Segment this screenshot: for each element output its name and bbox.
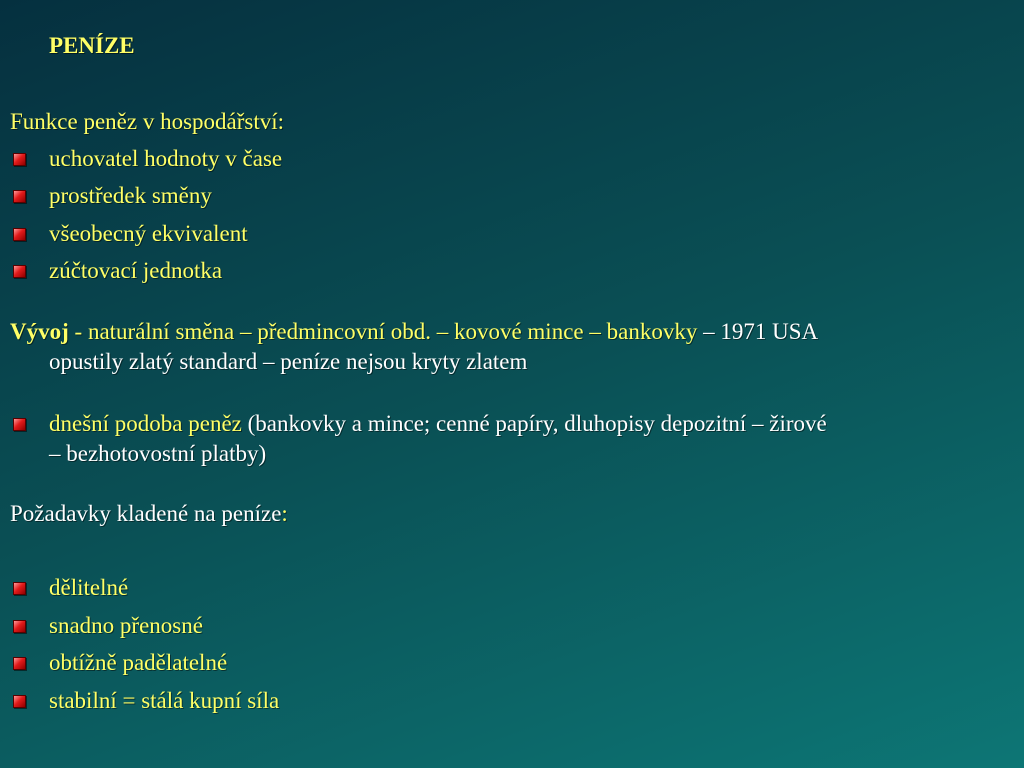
development-dash: - <box>68 319 88 344</box>
bullet-icon <box>13 657 26 670</box>
slide-title: PENÍZE <box>49 33 135 58</box>
requirements-heading: Požadavky kladené na peníze <box>10 501 282 526</box>
requirements-heading-line <box>10 499 288 528</box>
function-item: prostředek směny <box>49 183 212 208</box>
function-item: všeobecný ekvivalent <box>49 221 248 246</box>
bullet-icon <box>13 153 26 166</box>
development-stages: naturální směna – předmincovní obd. – kovové mince – bankovky <box>87 319 698 344</box>
bullet-icon <box>13 418 26 431</box>
function-item: zúčtovací jednotka <box>49 258 223 283</box>
bullet-icon <box>13 582 26 595</box>
bullet-icon <box>13 620 26 633</box>
development-line-1 <box>10 317 818 346</box>
requirement-item: stabilní = stálá kupní síla <box>49 688 280 713</box>
bullet-icon <box>13 695 26 708</box>
current-form-line-2: – bezhotovostní platby) <box>49 441 267 466</box>
current-form-highlight: dnešní podoba peněz <box>49 411 242 436</box>
current-form-rest: (bankovky a mince; cenné papíry, dluhopisy depozitní – žirové <box>241 411 827 436</box>
bullet-icon <box>13 265 26 278</box>
development-label: Vývoj <box>10 319 69 344</box>
development-rest: – 1971 USA <box>697 319 819 344</box>
current-form-line-1 <box>49 409 827 438</box>
bullet-icon <box>13 190 26 203</box>
bullet-icon <box>13 228 26 241</box>
development-line-2: opustily zlatý standard – peníze nejsou kryty zlatem <box>49 349 528 374</box>
requirement-item: snadno přenosné <box>49 613 203 638</box>
requirements-colon: : <box>281 501 288 526</box>
functions-heading: Funkce peněz v hospodářství: <box>10 109 285 134</box>
requirement-item: obtížně padělatelné <box>49 650 228 675</box>
function-item: uchovatel hodnoty v čase <box>49 146 283 171</box>
requirement-item: dělitelné <box>49 575 129 600</box>
